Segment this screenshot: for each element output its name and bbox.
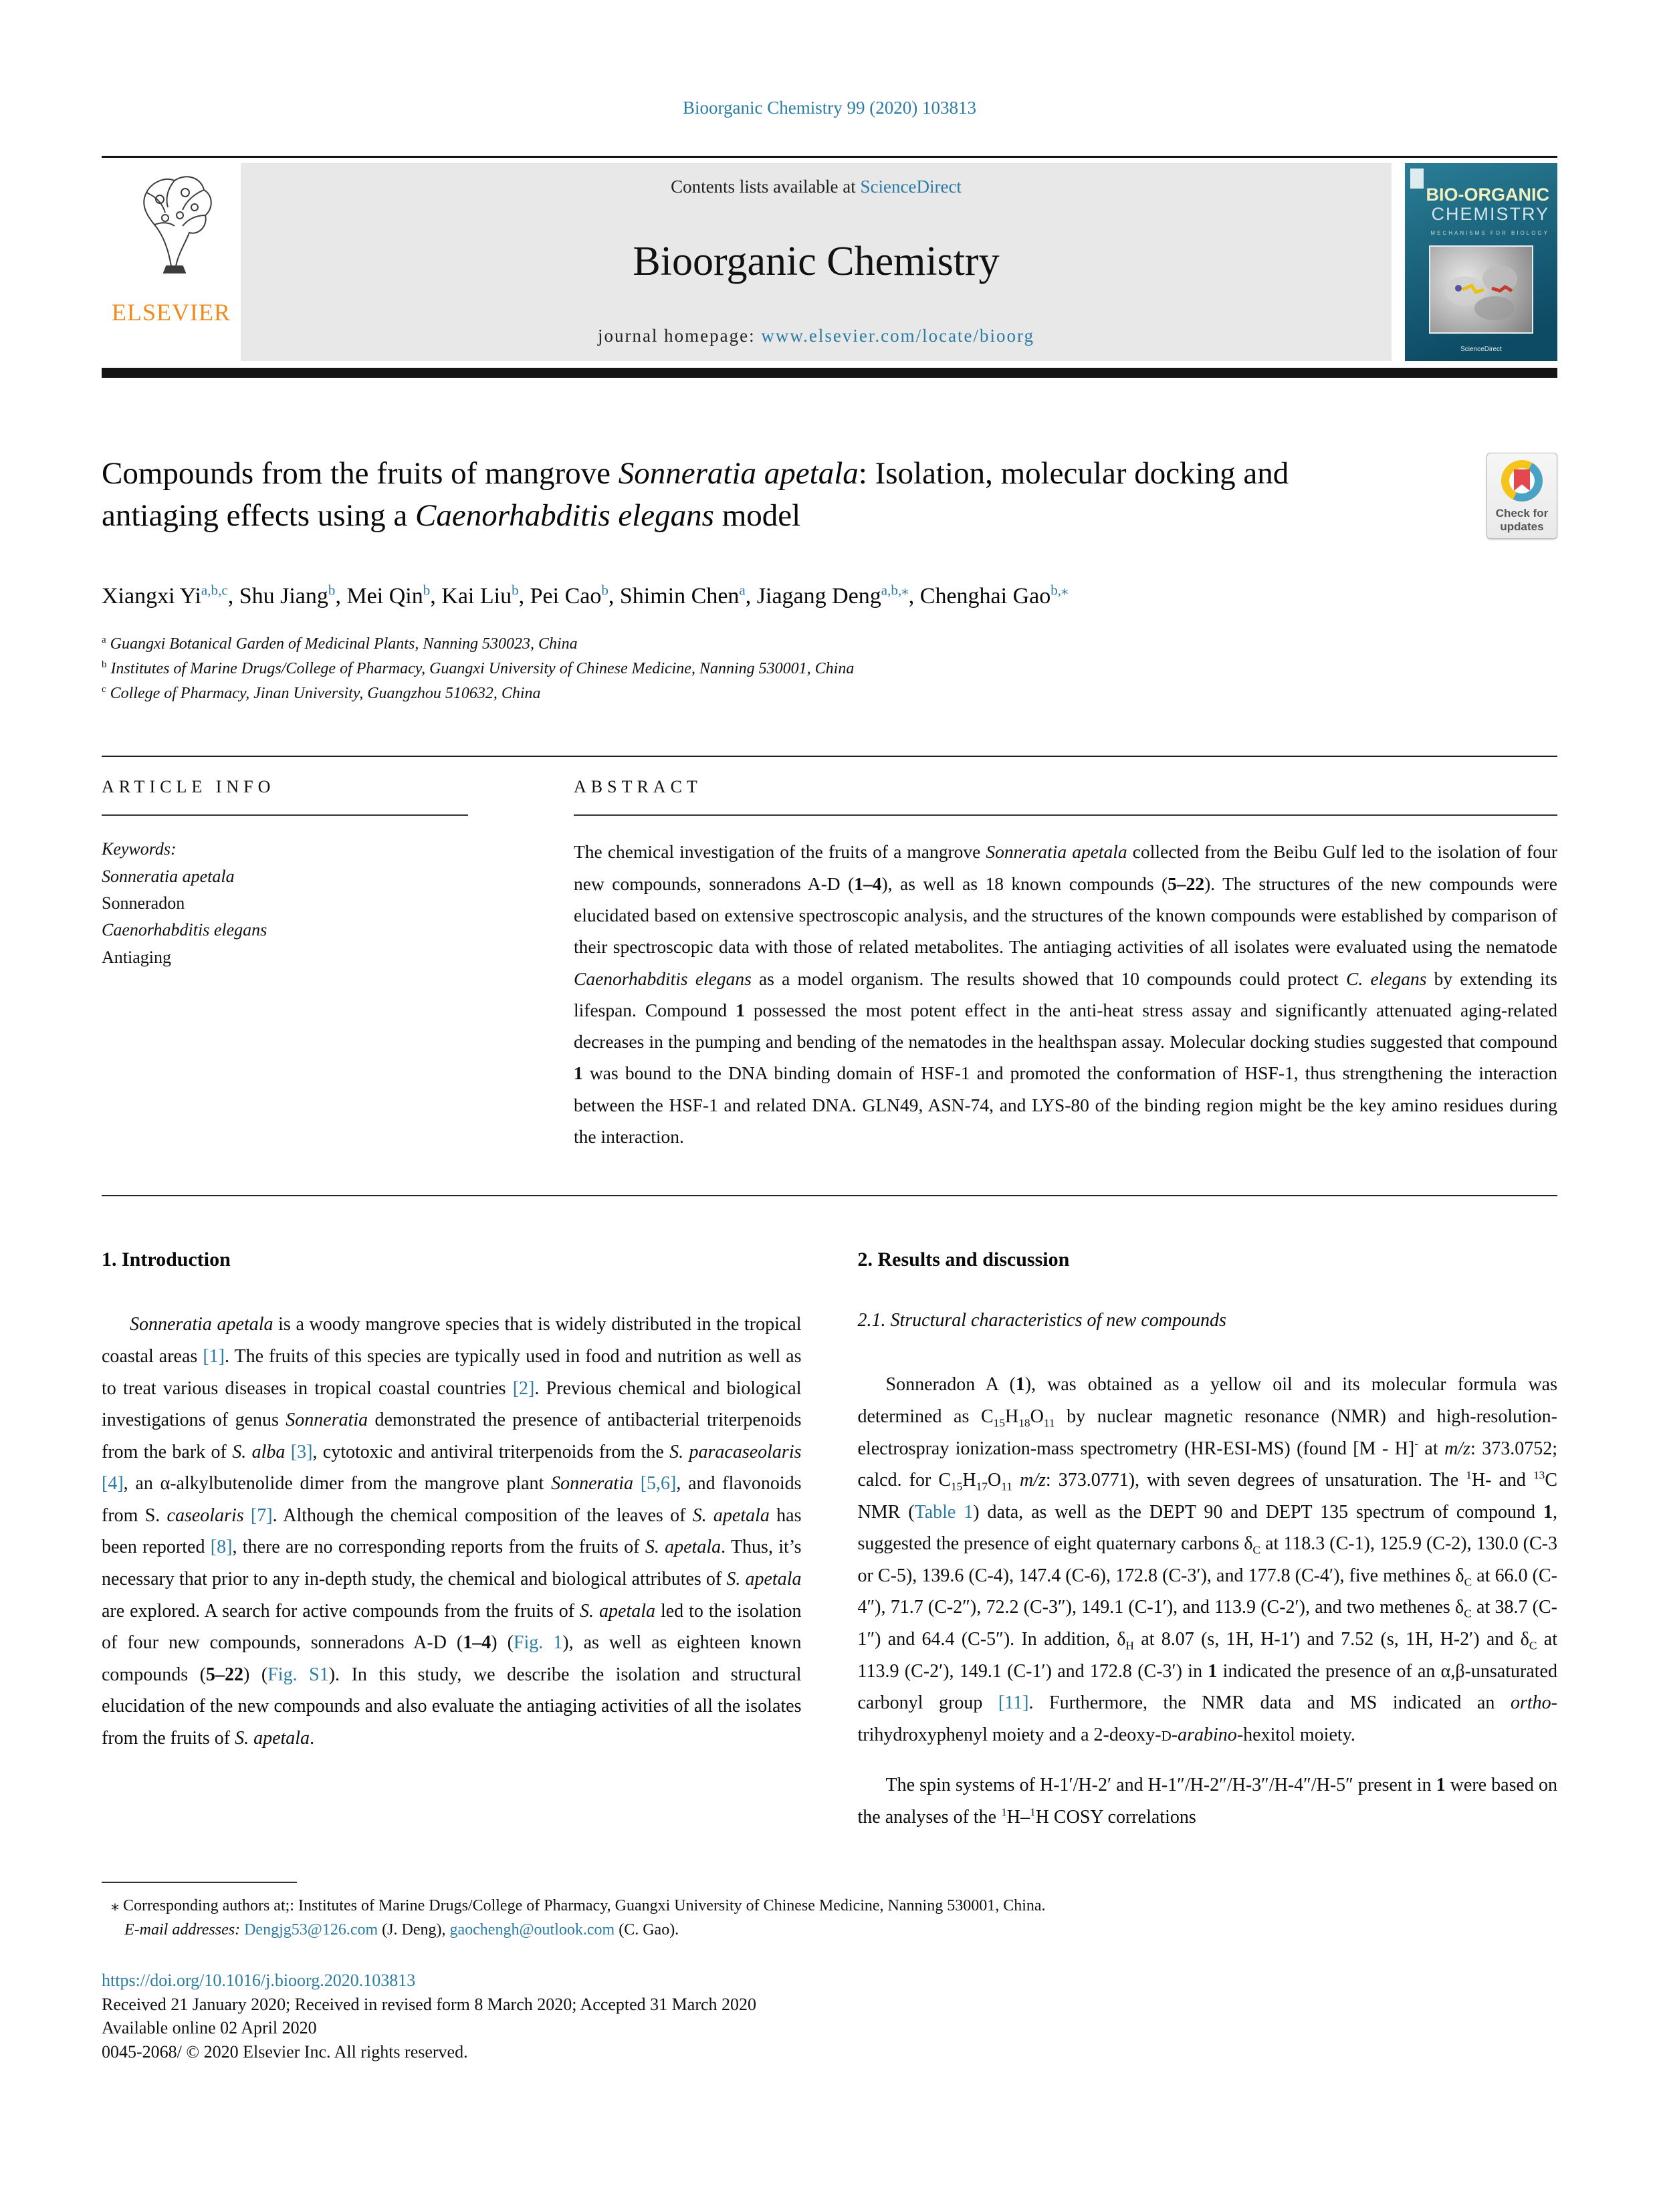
text-run: journal homepage:	[597, 326, 762, 346]
keywords-list	[102, 863, 468, 971]
text-run: 15	[993, 1416, 1006, 1430]
text-run	[1012, 1470, 1020, 1490]
email-addresses-note	[102, 1918, 1557, 1942]
text-run: Sonneratia apetala	[986, 841, 1127, 863]
inline-link[interactable]: b	[512, 582, 519, 598]
text-run: Compounds from the fruits of mangrove	[102, 456, 619, 491]
cover-title-line2: CHEMISTRY	[1431, 204, 1549, 224]
paragraph	[858, 1369, 1558, 1751]
text-run: 18	[1018, 1416, 1030, 1430]
doi-link	[102, 1969, 1557, 1993]
keyword-item	[102, 890, 468, 917]
author-list	[102, 579, 1372, 615]
header-black-bar	[102, 368, 1557, 378]
text-run: ) (	[243, 1664, 268, 1685]
text-run: . Previous chemical and biological investigations of genus	[102, 1377, 802, 1431]
text-run: m/z	[1444, 1438, 1470, 1459]
text-run: H	[1005, 1406, 1019, 1427]
contents-line	[671, 177, 962, 197]
text-run: 13	[1533, 1468, 1545, 1482]
text-run: Sonneradon A (	[885, 1374, 1016, 1396]
text-run: College of Pharmacy, Jinan University, Guangzhou 510632, China	[106, 685, 541, 703]
text-run: Caenorhabditis elegans	[102, 920, 267, 940]
journal-banner	[241, 163, 1392, 361]
text-run: at 8.07 (s, 1H, H-1′) and 7.52 (s, 1H, H-2′) and δ	[1133, 1629, 1529, 1650]
text-run: at 118.3 (C-1), 125.9 (C-2), 130.0 (C-3 or C-5), 139.6 (C-4), 147.4 (C-6), 172.8 (C-3′), and 177.8 (C-4′), five methines δ	[857, 1533, 1557, 1586]
text-run: . Thus, it’s necessary that prior to any in-depth study, the chemical and biological attributes of	[102, 1537, 802, 1590]
text-run: ). The structures of the new compounds were elucidated based on extensive spectroscopic analysis, and the structures of the known compounds were established by comparison of their spectroscopic data with those of related metabolites. The antiaging activities of all isolates were evaluated using the nematode	[574, 873, 1557, 958]
text-run: caseolaris	[167, 1505, 244, 1526]
journal-title: Bioorganic Chemistry	[633, 238, 1000, 284]
text-run: ), was obtained as a yellow oil and its molecular formula was determined as C	[857, 1374, 1557, 1427]
text-run: b	[102, 659, 107, 670]
article-info-heading: ARTICLE INFO	[102, 777, 275, 797]
text-run: O	[1030, 1406, 1044, 1427]
journal-cover-thumbnail	[1405, 163, 1557, 361]
inline-link[interactable]: a	[739, 582, 746, 598]
text-run: , Pei Cao	[518, 584, 602, 609]
text-run: Caenorhabditis elegans	[415, 497, 714, 533]
text-run: -	[1171, 1724, 1178, 1745]
text-run: Contents lists available at	[671, 177, 861, 197]
text-run: is a woody mangrove species that is widely distributed in the tropical coastal areas	[102, 1314, 802, 1367]
inline-link[interactable]: [1]	[203, 1345, 225, 1367]
text-run: 5–22	[1168, 873, 1205, 894]
inline-link[interactable]: gaochengh@outlook.com	[449, 1920, 615, 1939]
text-run: at 38.7 (C-1″) and 64.4 (C-5″). In addition, δ	[857, 1597, 1558, 1650]
text-run: collected from the Beibu Gulf led to the isolation of four new compounds, sonneradons A-D (	[574, 841, 1557, 894]
cover-publisher-mark-icon	[1410, 169, 1424, 189]
text-run: C NMR (	[857, 1470, 1558, 1523]
inline-link[interactable]: b	[328, 582, 336, 598]
text-run: H–	[1006, 1807, 1030, 1828]
text-run: Institutes of Marine Drugs/College of Pharmacy, Guangxi University of Chinese Medicine, Nanning 530001, China	[106, 659, 855, 677]
text-run: ), as well as eighteen known compounds (	[102, 1632, 802, 1685]
keyword-item	[102, 917, 468, 944]
journal-reference: Bioorganic Chemistry 99 (2020) 103813	[683, 98, 976, 118]
text-run: , Mei Qin	[335, 584, 423, 609]
inline-link[interactable]: Table 1	[914, 1501, 974, 1523]
text-run: was bound to the DNA binding domain of HSF-1 and promoted the conformation of HSF-1, thus strengthening the interaction between the HSF-1 and related DNA. GLN49, ASN-74, and LYS-80 of the binding region might be the key amino residues during the interaction.	[574, 1063, 1557, 1147]
text-run: Antiaging	[102, 947, 171, 967]
homepage-line	[598, 326, 1034, 346]
text-run: 1	[1015, 1374, 1025, 1396]
text-run: H COSY correlations	[1035, 1807, 1196, 1828]
elsevier-tree-icon	[121, 166, 221, 297]
text-run: 1–4	[854, 873, 882, 894]
header-top-rule	[102, 156, 1557, 158]
text-run: : 373.0752; calcd. for C	[857, 1438, 1557, 1491]
text-run: . Although the chemical composition of the leaves of	[272, 1505, 693, 1526]
text-run: : 373.0771), with seven degrees of unsaturation. The	[1045, 1470, 1466, 1491]
bookmark-icon	[1514, 469, 1530, 491]
affiliation-c	[102, 681, 1557, 706]
text-run: S. paracaseolaris	[669, 1441, 802, 1462]
text-run: (C. Gao).	[615, 1920, 679, 1939]
badge-label	[1496, 507, 1548, 533]
text-run: O	[987, 1470, 1002, 1491]
text-run: , suggested the presence of eight quaternary carbons δ	[857, 1501, 1557, 1555]
abstract-column	[574, 777, 1557, 1152]
text-run: 17	[976, 1480, 988, 1493]
text-run: S. apetala	[235, 1728, 310, 1749]
text-run: model	[713, 497, 801, 533]
inline-link[interactable]: [8]	[210, 1537, 233, 1558]
text-run: 1	[736, 999, 745, 1020]
text-run: , cytotoxic and antiviral triterpenoids from the	[312, 1441, 670, 1462]
cover-subtitle: MECHANISMS FOR BIOLOGY	[1430, 230, 1549, 237]
inline-link[interactable]: Dengjg53@126.com	[244, 1920, 378, 1939]
text-run: H	[962, 1470, 976, 1491]
text-run: 11	[1001, 1480, 1012, 1493]
text-run: ). In this study, we describe the isolation and structural elucidation of the new compounds and also evaluate the antiaging activities of all the isolates from the fruits of	[102, 1664, 802, 1749]
abstract-heading: ABSTRACT	[574, 777, 702, 797]
text-run: Sonneradon	[102, 893, 185, 913]
inline-link[interactable]: Fig. S1	[267, 1664, 329, 1685]
inline-link[interactable]: b,⁎	[1050, 582, 1069, 598]
title-row	[102, 453, 1557, 539]
elsevier-logo	[102, 163, 241, 361]
corresponding-author-note	[102, 1894, 1557, 1918]
text-run: 15	[951, 1480, 963, 1493]
text-run: Guangxi Botanical Garden of Medicinal Plants, Nanning 530023, China	[106, 635, 578, 653]
text-run: C. elegans	[1346, 968, 1427, 989]
inline-link[interactable]: a,b,c	[201, 582, 228, 598]
text-run: are explored. A search for active compounds from the fruits of	[102, 1600, 580, 1622]
text-run: Sonneratia	[286, 1410, 368, 1431]
crossmark-icon	[1501, 460, 1543, 502]
text-run: 1	[1466, 1468, 1472, 1482]
inline-link[interactable]: a,b,⁎	[881, 582, 909, 598]
text-run: a	[102, 634, 106, 645]
abstract-rule	[574, 814, 1557, 816]
text-run: , Kai Liu	[430, 584, 512, 609]
cover-sciencedirect-label: ScienceDirect	[1460, 346, 1502, 354]
text-run: ⁎ Corresponding authors at;: Institutes of Marine Drugs/College of Pharmacy, Guangxi University of Chinese Medicine, Nanning 530001, China.	[111, 1896, 1046, 1914]
text-run: ), as well as 18 known compounds (	[881, 873, 1168, 894]
text-run: 5–22	[206, 1664, 243, 1685]
text-run: has been reported	[102, 1505, 802, 1558]
inline-link[interactable]: b	[423, 582, 431, 598]
keyword-item	[102, 944, 468, 971]
text-run: Sonneratia apetala	[102, 866, 235, 886]
badge-label-line2: updates	[1500, 520, 1544, 533]
text-run: as a model organism. The results showed that 10 compounds could protect	[751, 968, 1347, 989]
text-run: Xiangxi Yi	[102, 584, 201, 609]
text-run: C	[1464, 1608, 1472, 1621]
text-run: Sonneratia	[551, 1473, 633, 1495]
text-run: Sonneratia apetala	[618, 456, 859, 491]
text-run: by nuclear magnetic resonance (NMR) and high-resolution-electrospray ionization-mass spectrometry (HR-ESI-MS) (found [M - H]	[857, 1406, 1557, 1459]
text-run: 11	[1043, 1416, 1055, 1430]
text-run: , Shimin Chen	[608, 584, 740, 609]
text-run: (J. Deng),	[378, 1920, 450, 1939]
text-run: -	[1414, 1437, 1418, 1450]
text-run: E-mail addresses:	[124, 1920, 245, 1939]
text-run: C	[1252, 1543, 1261, 1557]
text-run: ) data, as well as the DEPT 90 and DEPT 135 spectrum of compound	[973, 1501, 1543, 1523]
paragraph	[858, 1769, 1558, 1833]
inline-link[interactable]: [7]	[250, 1505, 273, 1526]
text-run: c	[102, 684, 106, 695]
keyword-item	[102, 863, 468, 890]
inline-link[interactable]: [5,6]	[640, 1473, 677, 1495]
affiliation-b	[102, 657, 1557, 681]
text-run: S. apetala	[645, 1537, 722, 1558]
article-info-column	[102, 777, 468, 1152]
inline-link[interactable]: [3]	[290, 1441, 313, 1462]
text-run: C	[1464, 1575, 1472, 1589]
text-run: S. alba	[232, 1441, 286, 1462]
text-run: possessed the most potent effect in the anti-heat stress assay and significantly attenuated aging-related decreases in the pumping and bending of the nematodes in the healthspan assay. Molecular docking studies suggested that compound	[574, 999, 1557, 1053]
text-run: , an α-alkylbutenolide dimer from the mangrove plant	[123, 1473, 552, 1495]
text-run: : Isolation, molecular docking and antiaging effects using a	[102, 456, 1289, 533]
subsection-heading: 2.1. Structural characteristics of new compounds	[857, 1310, 1226, 1331]
journal-header	[102, 163, 1557, 361]
text-run: S. apetala	[580, 1600, 655, 1622]
text-run	[285, 1442, 290, 1462]
elsevier-wordmark: ELSEVIER	[112, 299, 231, 326]
inline-link[interactable]: [2]	[512, 1377, 535, 1399]
inline-link[interactable]: b	[601, 582, 609, 598]
section-heading-introduction: 1. Introduction	[102, 1248, 231, 1271]
text-run: Caenorhabditis elegans	[574, 968, 752, 989]
text-run: S. apetala	[692, 1505, 770, 1526]
available-online: Available online 02 April 2020	[102, 2018, 317, 2038]
text-run: led to the isolation of four new compounds, sonneradons A-D (	[102, 1600, 802, 1654]
text-run: at 66.0 (C-4″), 71.7 (C-2″), 72.2 (C-3″), 149.1 (C-1′), and 113.9 (C-2′), and two methenes δ	[857, 1565, 1558, 1618]
text-run: ortho	[1510, 1692, 1551, 1714]
article-title	[102, 453, 1406, 536]
keywords-label: Keywords:	[102, 839, 177, 859]
body-columns	[102, 1248, 1557, 1852]
affiliation-a	[102, 632, 1557, 657]
text-run: 1	[1001, 1805, 1007, 1819]
text-run: S. apetala	[726, 1569, 802, 1590]
text-run: 1–4	[463, 1632, 491, 1654]
inline-link[interactable]: https://doi.org/10.1016/j.bioorg.2020.103813	[102, 1970, 416, 1990]
text-run: at	[1418, 1438, 1445, 1459]
text-run: , Chenghai Gao	[908, 584, 1051, 609]
text-run: arabino	[1178, 1724, 1237, 1745]
footnote-divider	[102, 1882, 297, 1883]
text-run: 1	[1436, 1775, 1446, 1796]
inline-link[interactable]: ScienceDirect	[860, 177, 962, 197]
abstract-text	[574, 836, 1557, 1152]
text-run: -hexitol moiety.	[1236, 1724, 1355, 1745]
badge-label-line1: Check for	[1495, 507, 1549, 520]
footnotes	[102, 1882, 1557, 1942]
right-column	[858, 1248, 1558, 1852]
copyright-line: 0045-2068/ © 2020 Elsevier Inc. All rights reserved.	[102, 2042, 468, 2062]
text-run	[244, 1505, 251, 1526]
text-run: 1	[1208, 1660, 1218, 1682]
text-run: . The fruits of this species are typically used in food and nutrition as well as to treat various diseases in tropical coastal countries	[102, 1345, 802, 1399]
text-run: The chemical investigation of the fruits of a mangrove	[574, 841, 986, 863]
text-run: Sonneratia apetala	[130, 1314, 273, 1335]
text-run: .	[310, 1728, 315, 1749]
section-heading-results: 2. Results and discussion	[857, 1248, 1070, 1271]
paragraph	[102, 1309, 802, 1754]
left-column	[102, 1248, 802, 1852]
text-run	[633, 1473, 641, 1494]
text-run: -trihydroxyphenyl moiety and a 2-deoxy-	[857, 1692, 1557, 1745]
text-run: 1	[574, 1063, 583, 1084]
text-run: were based on the analyses of the	[857, 1775, 1557, 1828]
backmatter	[102, 1969, 1557, 2065]
text-run: 1	[1030, 1805, 1036, 1819]
inline-link[interactable]: [4]	[102, 1473, 124, 1495]
inline-link[interactable]: www.elsevier.com/locate/bioorg	[761, 326, 1035, 346]
text-run: 1	[1543, 1501, 1553, 1523]
text-run: ) (	[491, 1632, 514, 1654]
article-info-rule	[102, 814, 468, 816]
text-run: , Jiagang Deng	[745, 584, 881, 609]
text-run: H- and	[1471, 1470, 1533, 1491]
text-run: indicated the presence of an α,β-unsaturated carbonyl group	[857, 1660, 1557, 1714]
text-run: H	[1125, 1639, 1134, 1652]
text-run: The spin systems of H-1′/H-2′ and H-1″/H-2″/H-3″/H-4″/H-5″ present in	[885, 1775, 1436, 1796]
cover-title-line1: BIO-ORGANIC	[1426, 185, 1549, 205]
inline-link[interactable]: [11]	[998, 1692, 1029, 1714]
text-run: , Shu Jiang	[227, 584, 328, 609]
received-dates: Received 21 January 2020; Received in revised form 8 March 2020; Accepted 31 March 2020	[102, 1994, 757, 2014]
text-run: D	[1161, 1727, 1172, 1744]
text-run: by extending its lifespan. Compound	[574, 968, 1557, 1020]
text-run: , and flavonoids from S.	[102, 1473, 802, 1526]
affiliations	[102, 632, 1557, 707]
text-run: . Furthermore, the NMR data and MS indicated an	[1028, 1692, 1511, 1714]
check-for-updates-badge[interactable]	[1486, 453, 1557, 539]
text-run: C	[1529, 1639, 1537, 1652]
text-run: , there are no corresponding reports from the fruits of	[232, 1537, 645, 1558]
cover-artwork	[1429, 245, 1533, 334]
text-run: at 113.9 (C-2′), 149.1 (C-1′) and 172.8 (C-3′) in	[857, 1629, 1557, 1682]
info-abstract-section	[102, 756, 1557, 1196]
text-run: m/z	[1019, 1470, 1046, 1491]
inline-link[interactable]: Fig. 1	[513, 1632, 563, 1654]
text-run: demonstrated the presence of antibacterial triterpenoids from the bark of	[102, 1410, 802, 1462]
